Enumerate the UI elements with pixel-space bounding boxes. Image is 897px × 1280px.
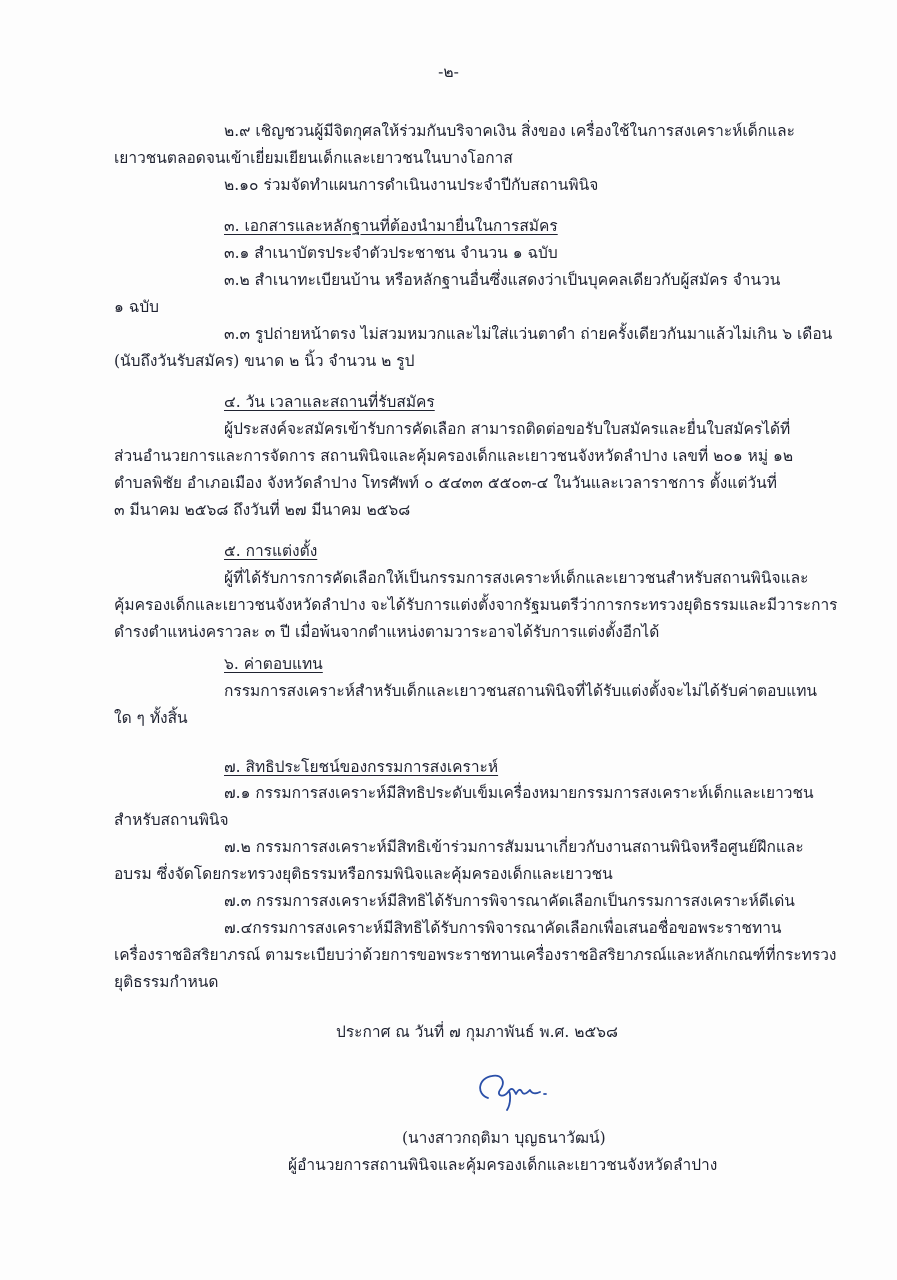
section-6-line1: กรรมการสงเคราะห์สำหรับเด็กและเยาวชนสถานพินิจที่ได้รับแต่งตั้งจะไม่ได้รับค่าตอบแทน bbox=[224, 682, 818, 700]
item-3-2-line1: ๓.๒ สำเนาทะเบียนบ้าน หรือหลักฐานอื่นซึ่งแสดงว่าเป็นบุคคลเดียวกับผู้สมัคร จำนวน bbox=[224, 271, 781, 289]
section-6-heading: ๖. ค่าตอบแทน bbox=[224, 655, 323, 673]
item-7-1-line1: ๗.๑ กรรมการสงเคราะห์มีสิทธิประดับเข็มเครื่องหมายกรรมการสงเคราะห์เด็กและเยาวชน bbox=[224, 784, 814, 802]
section-5-line2: คุ้มครองเด็กและเยาวชนจังหวัดลำปาง จะได้รับการแต่งตั้งจากรัฐมนตรีว่าการกระทรวงยุติธรรมและมีวาระการ bbox=[114, 596, 838, 614]
section-4-line3: ตำบลพิชัย อำเภอเมือง จังหวัดลำปาง โทรศัพท์ ๐ ๕๔๓๓ ๕๕๐๓-๔ ในวันและเวลาราชการ ตั้งแต่วันที่ bbox=[114, 474, 777, 492]
item-3-2-line2: ๑ ฉบับ bbox=[114, 298, 160, 316]
section-3-heading: ๓. เอกสารและหลักฐานที่ต้องนำมายื่นในการสมัคร bbox=[224, 217, 558, 235]
item-7-4-line3: ยุติธรรมกำหนด bbox=[114, 973, 219, 991]
item-3-3-line2: (นับถึงวันรับสมัคร) ขนาด ๒ นิ้ว จำนวน ๒ รูป bbox=[114, 352, 415, 370]
item-7-3: ๗.๓ กรรมการสงเคราะห์มีสิทธิได้รับการพิจารณาคัดเลือกเป็นกรรมการสงเคราะห์ดีเด่น bbox=[224, 892, 795, 910]
section-4-line4: ๓ มีนาคม ๒๕๖๘ ถึงวันที่ ๒๗ มีนาคม ๒๕๖๘ bbox=[114, 501, 411, 519]
section-5-heading: ๕. การแต่งตั้ง bbox=[224, 542, 318, 560]
item-3-1: ๓.๑ สำเนาบัตรประจำตัวประชาชน จำนวน ๑ ฉบับ bbox=[224, 244, 558, 262]
signatory-position: ผู้อำนวยการสถานพินิจและคุ้มครองเด็กและเยาวชนจังหวัดลำปาง bbox=[288, 1156, 718, 1174]
section-6-line2: ใด ๆ ทั้งสิ้น bbox=[114, 709, 188, 727]
section-4-heading: ๔. วัน เวลาและสถานที่รับสมัคร bbox=[224, 393, 435, 411]
page-number: -๒- bbox=[438, 63, 459, 81]
item-2-10: ๒.๑๐ ร่วมจัดทำแผนการดำเนินงานประจำปีกับสถานพินิจ bbox=[224, 176, 599, 194]
item-7-2-line2: อบรม ซึ่งจัดโดยกระทรวงยุติธรรมหรือกรมพินิจและคุ้มครองเด็กและเยาวชน bbox=[114, 865, 613, 883]
item-7-4-line1: ๗.๔กรรมการสงเคราะห์มีสิทธิได้รับการพิจารณาคัดเลือกเพื่อเสนอชื่อขอพระราชทาน bbox=[224, 919, 782, 937]
item-7-4-line2: เครื่องราชอิสริยาภรณ์ ตามระเบียบว่าด้วยการขอพระราชทานเครื่องราชอิสริยาภรณ์และหลักเกณฑ์ที่กระทรวง bbox=[114, 946, 837, 964]
section-5-line1: ผู้ที่ได้รับการการคัดเลือกให้เป็นกรรมการสงเคราะห์เด็กและเยาวชนสำหรับสถานพินิจและ bbox=[224, 569, 809, 587]
item-7-1-line2: สำหรับสถานพินิจ bbox=[114, 811, 229, 829]
item-3-3-line1: ๓.๓ รูปถ่ายหน้าตรง ไม่สวมหมวกและไม่ใส่แว่นตาดำ ถ่ายครั้งเดียวกันมาแล้วไม่เกิน ๖ เดือน bbox=[224, 325, 833, 343]
section-4-line1: ผู้ประสงค์จะสมัครเข้ารับการคัดเลือก สามารถติดต่อขอรับใบสมัครและยื่นใบสมัครได้ที่ bbox=[224, 420, 791, 438]
signature-image bbox=[474, 1068, 554, 1114]
announcement-date: ประกาศ ณ วันที่ ๗ กุมภาพันธ์ พ.ศ. ๒๕๖๘ bbox=[336, 1023, 618, 1041]
item-2-9-line2: เยาวชนตลอดจนเข้าเยี่ยมเยียนเด็กและเยาวชนในบางโอกาส bbox=[114, 149, 513, 167]
section-7-heading: ๗. สิทธิประโยชน์ของกรรมการสงเคราะห์ bbox=[224, 758, 499, 776]
signatory-name: (นางสาวกฤติมา บุญธนาวัฒน์) bbox=[402, 1129, 606, 1147]
section-5-line3: ดำรงตำแหน่งคราวละ ๓ ปี เมื่อพ้นจากตำแหน่งตามวาระอาจได้รับการแต่งตั้งอีกได้ bbox=[114, 623, 660, 641]
item-2-9-line1: ๒.๙ เชิญชวนผู้มีจิตกุศลให้ร่วมกันบริจาคเงิน สิ่งของ เครื่องใช้ในการสงเคราะห์เด็กและ bbox=[224, 122, 795, 140]
item-7-2-line1: ๗.๒ กรรมการสงเคราะห์มีสิทธิเข้าร่วมการสัมมนาเกี่ยวกับงานสถานพินิจหรือศูนย์ฝึกและ bbox=[224, 838, 804, 856]
section-4-line2: ส่วนอำนวยการและการจัดการ สถานพินิจและคุ้มครองเด็กและเยาวชนจังหวัดลำปาง เลขที่ ๒๐๑ หมู่ ๑๒ bbox=[114, 447, 794, 465]
